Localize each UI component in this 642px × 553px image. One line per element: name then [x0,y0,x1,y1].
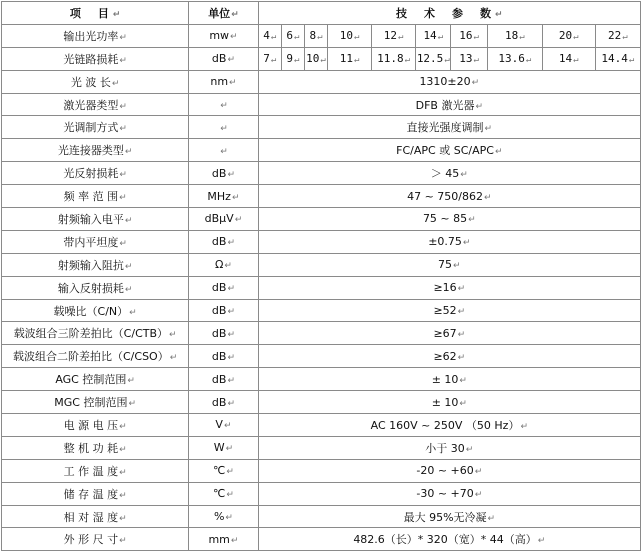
loss-unit: dB↵ [189,47,258,70]
spec-row [2,276,641,299]
spec-unit: %↵ [189,505,258,528]
spec-value: 最大 95%无冷凝↵ [258,505,640,528]
spec-unit: dB↵ [189,345,258,368]
spec-unit: ↵ [189,139,258,162]
spec-value: 75↵ [258,253,640,276]
spec-label: 输入反射损耗↵ [2,276,189,299]
spec-unit: ℃↵ [189,482,258,505]
power-value: 12↵ [372,24,416,47]
spec-value: ≥67↵ [258,322,640,345]
spec-row [2,414,641,437]
power-value: 18↵ [487,24,542,47]
loss-value: 13↵ [451,47,487,70]
spec-unit: dB↵ [189,368,258,391]
spec-label: 光 波 长↵ [2,70,189,93]
power-value: 10↵ [328,24,372,47]
spec-label: 带内平坦度↵ [2,230,189,253]
spec-value: ≥52↵ [258,299,640,322]
spec-unit: ↵ [189,116,258,139]
spec-unit: dB↵ [189,299,258,322]
spec-row [2,436,641,459]
spec-table [1,1,641,551]
header-row [2,2,641,25]
spec-unit: W↵ [189,436,258,459]
spec-unit: ℃↵ [189,459,258,482]
spec-label: MGC 控制范围↵ [2,391,189,414]
spec-row [2,70,641,93]
spec-label: 频 率 范 围↵ [2,185,189,208]
power-value: 20↵ [542,24,595,47]
spec-label: 射频输入电平↵ [2,208,189,231]
spec-value: 1310±20↵ [258,70,640,93]
loss-value: 14↵ [542,47,595,70]
spec-value: 75 ~ 85↵ [258,208,640,231]
power-value: 6↵ [281,24,304,47]
spec-label: 激光器类型↵ [2,93,189,116]
spec-row [2,391,641,414]
spec-unit: mm↵ [189,528,258,551]
spec-value: ≥16↵ [258,276,640,299]
spec-row [2,253,641,276]
spec-label: 光反射损耗↵ [2,162,189,185]
power-value: 22↵ [595,24,640,47]
spec-row [2,368,641,391]
spec-row [2,93,641,116]
spec-row [2,230,641,253]
spec-value: -20 ~ +60↵ [258,459,640,482]
spec-value: AC 160V ~ 250V （50 Hz）↵ [258,414,640,437]
spec-label: 储 存 温 度↵ [2,482,189,505]
header-unit: 单位↵ [189,2,258,25]
spec-row [2,322,641,345]
spec-label: 外 形 尺 寸↵ [2,528,189,551]
spec-row [2,505,641,528]
spec-row [2,528,641,551]
spec-unit: dB↵ [189,230,258,253]
loss-label: 光链路损耗↵ [2,47,189,70]
spec-unit: ↵ [189,93,258,116]
spec-value: 47 ~ 750/862↵ [258,185,640,208]
spec-value: 482.6（长）* 320（宽）* 44（高）↵ [258,528,640,551]
loss-row [2,47,641,70]
spec-row [2,116,641,139]
spec-value: ± 10↵ [258,391,640,414]
loss-value: 11.8↵ [372,47,416,70]
spec-label: AGC 控制范围↵ [2,368,189,391]
spec-unit: dB↵ [189,322,258,345]
spec-label: 载波组合三阶差拍比（C/CTB）↵ [2,322,189,345]
spec-row [2,162,641,185]
spec-unit: dB↵ [189,276,258,299]
spec-value: 直接光强度调制↵ [258,116,640,139]
spec-unit: V↵ [189,414,258,437]
spec-label: 工 作 温 度↵ [2,459,189,482]
spec-row [2,482,641,505]
power-row [2,24,641,47]
spec-value: 小于 30↵ [258,436,640,459]
spec-label: 射频输入阻抗↵ [2,253,189,276]
spec-unit: Ω↵ [189,253,258,276]
power-value: 14↵ [416,24,451,47]
spec-value: DFB 激光器↵ [258,93,640,116]
spec-unit: dB↵ [189,391,258,414]
spec-label: 整 机 功 耗↵ [2,436,189,459]
loss-value: 10↵ [304,47,327,70]
spec-unit: nm↵ [189,70,258,93]
spec-unit: dBμV↵ [189,208,258,231]
power-label: 输出光功率↵ [2,24,189,47]
loss-value: 7↵ [258,47,281,70]
spec-row [2,299,641,322]
loss-value: 11↵ [328,47,372,70]
spec-label: 载波组合二阶差拍比（C/CSO）↵ [2,345,189,368]
power-value: 16↵ [451,24,487,47]
power-unit: mw↵ [189,24,258,47]
spec-row [2,459,641,482]
spec-label: 相 对 湿 度↵ [2,505,189,528]
spec-value: -30 ~ +70↵ [258,482,640,505]
spec-row [2,345,641,368]
spec-row [2,208,641,231]
spec-value: FC/APC 或 SC/APC↵ [258,139,640,162]
loss-value: 12.5↵ [416,47,451,70]
loss-value: 9↵ [281,47,304,70]
spec-value: ≥62↵ [258,345,640,368]
spec-unit: dB↵ [189,162,258,185]
spec-label: 载噪比（C/N）↵ [2,299,189,322]
spec-label: 光调制方式↵ [2,116,189,139]
spec-label: 电 源 电 压↵ [2,414,189,437]
header-item: 项 目↵ [2,2,189,25]
power-value: 4↵ [258,24,281,47]
loss-value: 14.4↵ [595,47,640,70]
spec-row [2,185,641,208]
spec-label: 光连接器类型↵ [2,139,189,162]
spec-value: ± 10↵ [258,368,640,391]
power-value: 8↵ [304,24,327,47]
spec-unit: MHz↵ [189,185,258,208]
spec-value: ＞ 45↵ [258,162,640,185]
loss-value: 13.6↵ [487,47,542,70]
spec-value: ±0.75↵ [258,230,640,253]
header-tech: 技 术 参 数↵ [258,2,640,25]
spec-row [2,139,641,162]
